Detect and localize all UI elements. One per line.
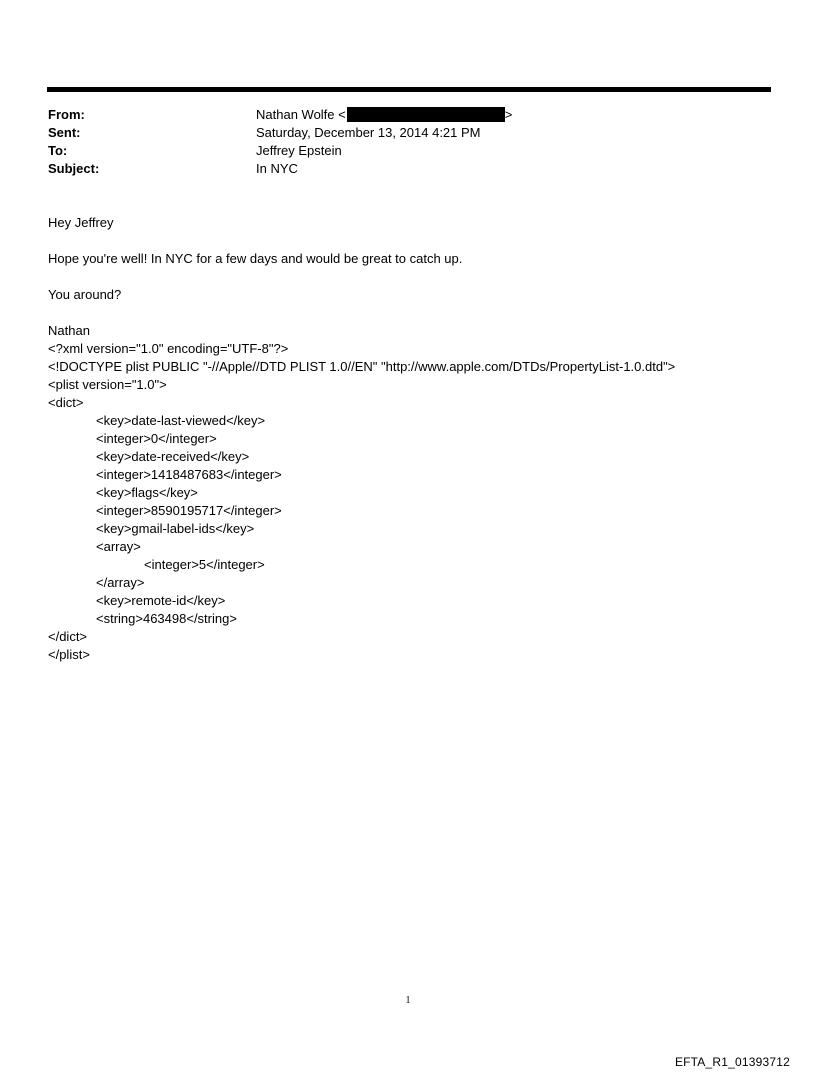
bates-number: EFTA_R1_01393712: [674, 1055, 790, 1069]
to-label: To:: [48, 143, 68, 158]
plist-line: <string>463498</string>: [96, 611, 237, 626]
plist-open-tag: <plist version="1.0">: [48, 377, 167, 392]
plist-line: <key>gmail-label-ids</key>: [96, 521, 255, 536]
plist-close-tag: </plist>: [48, 647, 90, 662]
plist-line: </array>: [96, 575, 145, 590]
plist-dict-close: </dict>: [48, 629, 88, 644]
plist-doctype: <!DOCTYPE plist PUBLIC "-//Apple//DTD PLIST 1.0//EN" "http://www.apple.com/DTDs/PropertyList-1.0.dtd">: [48, 359, 676, 374]
from-label: From:: [48, 107, 85, 122]
redaction-block: [347, 107, 505, 122]
to-value: Jeffrey Epstein: [256, 143, 342, 158]
from-value-end: >: [504, 107, 513, 122]
plist-line: <key>remote-id</key>: [96, 593, 226, 608]
subject-row: [48, 160, 748, 178]
email-header: [48, 106, 748, 178]
body-line: You around?: [48, 287, 122, 302]
to-row: [48, 142, 748, 160]
from-row: [48, 106, 748, 124]
plist-line: <integer>8590195717</integer>: [96, 503, 282, 518]
sent-label: Sent:: [48, 125, 81, 140]
spacer: [48, 268, 768, 286]
plist-xml-declaration: <?xml version="1.0" encoding="UTF-8"?>: [48, 341, 289, 356]
page-number: 1: [405, 995, 411, 1006]
plist-line: <key>date-received</key>: [96, 449, 250, 464]
email-body: [48, 214, 768, 664]
plist-line: <key>flags</key>: [96, 485, 198, 500]
greeting: Hey Jeffrey: [48, 215, 114, 230]
plist-line: <integer>0</integer>: [96, 431, 217, 446]
header-divider: [47, 87, 771, 92]
plist-line: <integer>5</integer>: [144, 557, 265, 572]
plist-line: <array>: [96, 539, 141, 554]
signature: Nathan: [48, 323, 90, 338]
subject-label: Subject:: [48, 161, 100, 176]
sent-row: [48, 124, 748, 142]
plist-dict-open: <dict>: [48, 395, 84, 410]
subject-value: In NYC: [256, 161, 298, 176]
spacer: [48, 304, 768, 322]
plist-line: <integer>1418487683</integer>: [96, 467, 282, 482]
from-value: [256, 106, 512, 124]
body-line: Hope you're well! In NYC for a few days and would be great to catch up.: [48, 251, 463, 266]
sent-value: Saturday, December 13, 2014 4:21 PM: [256, 125, 481, 140]
spacer: [48, 232, 768, 250]
from-name: Nathan Wolfe <: [256, 107, 346, 122]
plist-line: <key>date-last-viewed</key>: [96, 413, 266, 428]
